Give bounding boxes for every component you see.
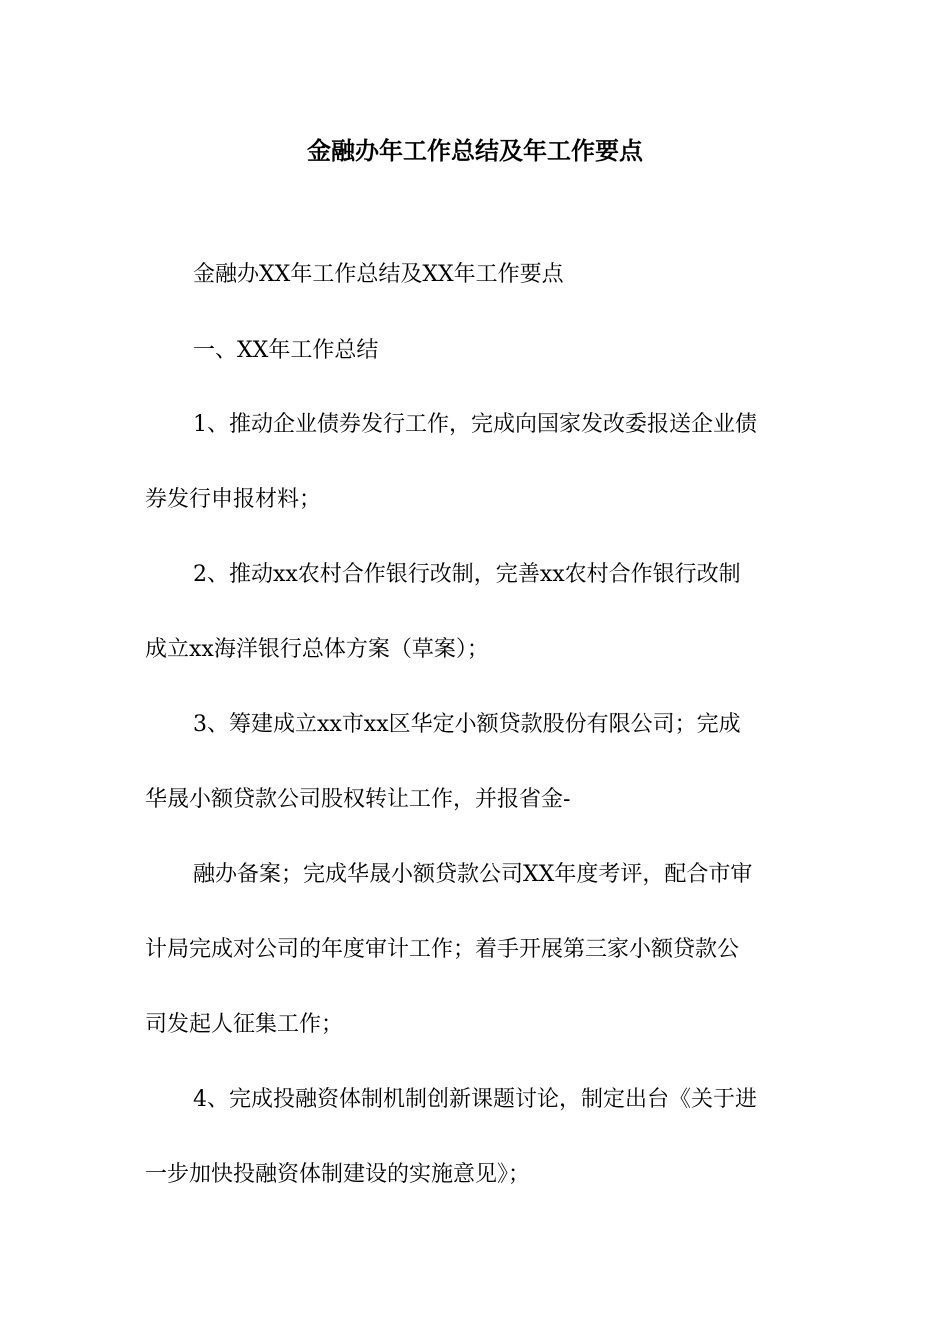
document-title: 金融办年工作总结及年工作要点 bbox=[307, 136, 643, 165]
paragraph-line: 成立xx海洋银行总体方案（草案）； bbox=[145, 637, 489, 662]
paragraph-line: 华晟小额贷款公司股权转让工作，并报省金- bbox=[145, 787, 571, 812]
paragraph-line: 一步加快投融资体制建设的实施意见》； bbox=[145, 1162, 531, 1187]
paragraph-line: 1、推动企业债券发行工作，完成向国家发改委报送企业债 bbox=[193, 412, 757, 437]
paragraph-line: 计局完成对公司的年度审计工作；着手开展第三家小额贷款公 bbox=[145, 937, 740, 962]
paragraph-heading: 金融办XX年工作总结及XX年工作要点 bbox=[193, 262, 564, 287]
paragraph-line: 融办备案；完成华晟小额贷款公司XX年度考评，配合市审 bbox=[193, 862, 753, 887]
paragraph-line: 3、筹建成立xx市xx区华定小额贷款股份有限公司；完成 bbox=[193, 712, 741, 737]
section-heading: 一、XX年工作总结 bbox=[193, 338, 379, 363]
paragraph-line: 4、完成投融资体制机制创新课题讨论，制定出台《关于进 bbox=[193, 1087, 757, 1112]
paragraph-line: 券发行申报材料； bbox=[145, 487, 322, 512]
paragraph-line: 2、推动xx农村合作银行改制，完善xx农村合作银行改制 bbox=[193, 562, 741, 587]
paragraph-line: 司发起人征集工作； bbox=[145, 1012, 344, 1037]
